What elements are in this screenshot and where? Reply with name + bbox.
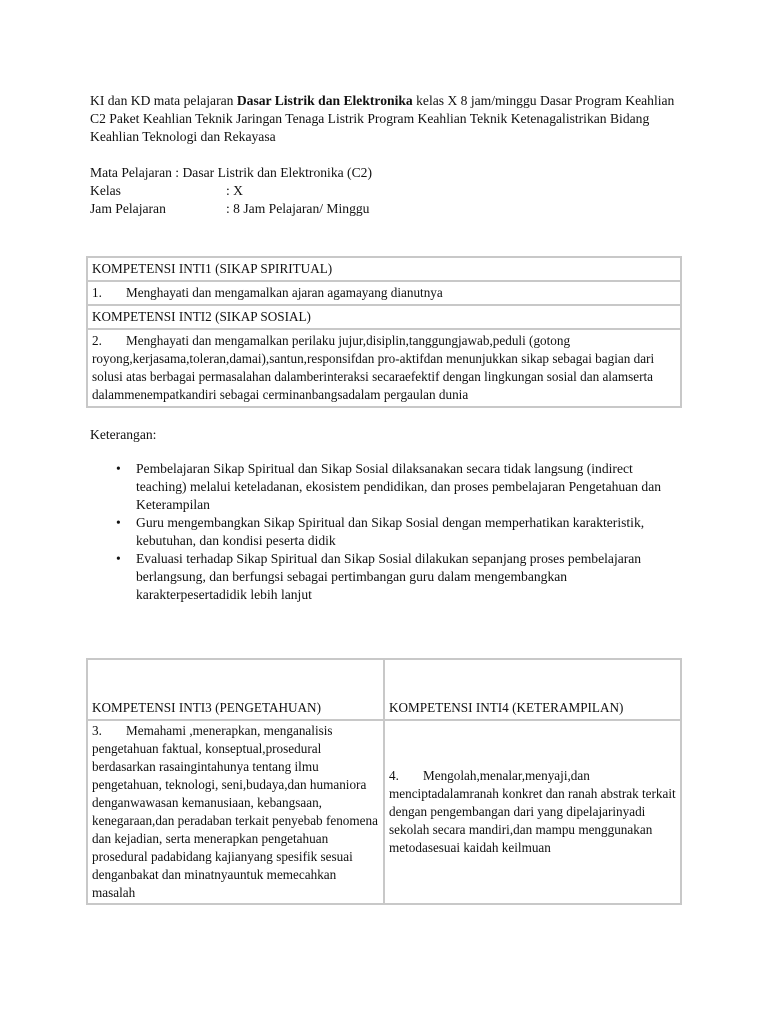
ki34-header-row [87,659,681,720]
intro-text-start: KI dan KD mata pelajaran [90,93,237,108]
ki1-row [87,281,681,305]
kelas-row [90,182,690,200]
keterangan-list [116,460,676,604]
keterangan-item: • Guru mengembangkan Sikap Spiritual dan Sikap Sosial dengan memperhatikan karakteristik, kebutuhan, dan kondisi peserta didik [116,514,676,550]
ki4-cell [384,720,681,904]
ki2-row [87,329,681,407]
intro-text-end: kelas X 8 jam/minggu Dasar Program Keahlian C2 Paket Keahlian Teknik Jaringan Tenaga Listrik Program Keahlian Teknik Ketenagalistrikan Bidang Keahlian Teknologi dan Rekayasa [90,93,675,144]
intro-paragraph [90,92,690,146]
keterangan-item: • Evaluasi terhadap Sikap Spiritual dan Sikap Sosial dilakukan sepanjang proses pembelajaran berlangsung, dan berfungsi sebagai pertimbangan guru dalam mengembangkan karakterpesertadidik lebih lanjut [116,550,676,604]
keterangan-item: • Pembelajaran Sikap Spiritual dan Sikap Sosial dilaksanakan secara tidak langsung (indirect teaching) melalui keteladanan, ekosistem pendidikan, dan proses pembelajaran Pengetahuan dan Keterampilan [116,460,676,514]
ki2-header-row [87,305,681,329]
kelas-value: : X [226,183,243,198]
jam-value: : 8 Jam Pelajaran/ Minggu [226,201,370,216]
ki2-text: Menghayati dan mengamalkan perilaku jujur,disiplin,tanggungjawab,peduli (gotong royong,kerjasama,toleran,damai),santun,responsifdan pro-aktifdan menunjukkan sikap sebagai bagian dari solusi atas berbagai permasalahan dalamberinteraksi secaraefektif dengan lingkungan sosial dan alamserta dalammenempatkandiri sebagai cerminanbangsadalam pergaulan dunia [92,333,655,402]
ki4-number: 4. [389,768,399,783]
ki3-text: Memahami ,menerapkan, menganalisis pengetahuan faktual, konseptual,prosedural berdasarkan rasaingintahunya tentang ilmu pengetahuan, teknologi, seni,budaya,dan humaniora denganwawasan kemanusiaan, kebangsaan, kenegaraan,dan peradaban terkait penyebab fenomena dan kejadian, serta menerapkan pengetahuan prosedural padabidang kajianyang spesifik sesuai denganbakat dan minatnyauntuk memecahkan masalah [92,723,378,900]
mapel-line: Mata Pelajaran : Dasar Listrik dan Elektronika (C2) [90,165,372,180]
ki1-cell [87,281,681,305]
kelas-label: Kelas [90,183,121,198]
ki3-header: KOMPETENSI INTI3 (PENGETAHUAN) [87,659,384,720]
ki-pengetahuan-keterampilan-table [86,658,682,905]
ki3-number: 3. [92,723,102,738]
ki1-text: Menghayati dan mengamalkan ajaran agamayang dianutnya [126,285,443,300]
ki1-header-row [87,257,681,281]
ki1-number: 1. [92,285,102,300]
ki2-header: KOMPETENSI INTI2 (SIKAP SOSIAL) [87,305,681,329]
ki4-text: Mengolah,menalar,menyaji,dan menciptadalamranah konkret dan ranah abstrak terkait dengan pengembangan dari yang dipelajarinyadi sekolah secara mandiri,dan mampu menggunakan metodasesuai kaidah keilmuan [389,768,676,855]
jam-label: Jam Pelajaran [90,201,166,216]
ki1-header: KOMPETENSI INTI1 (SIKAP SPIRITUAL) [87,257,681,281]
ki34-content-row [87,720,681,904]
jam-row [90,200,690,218]
ki4-header: KOMPETENSI INTI4 (KETERAMPILAN) [384,659,681,720]
ki3-cell [87,720,384,904]
keterangan-title: Keterangan: [90,427,157,442]
ki2-cell [87,329,681,407]
ki-sikap-table [86,256,682,408]
subject-meta [90,164,690,218]
subject-name: Dasar Listrik dan Elektronika [236,93,413,108]
ki2-number: 2. [92,333,102,348]
